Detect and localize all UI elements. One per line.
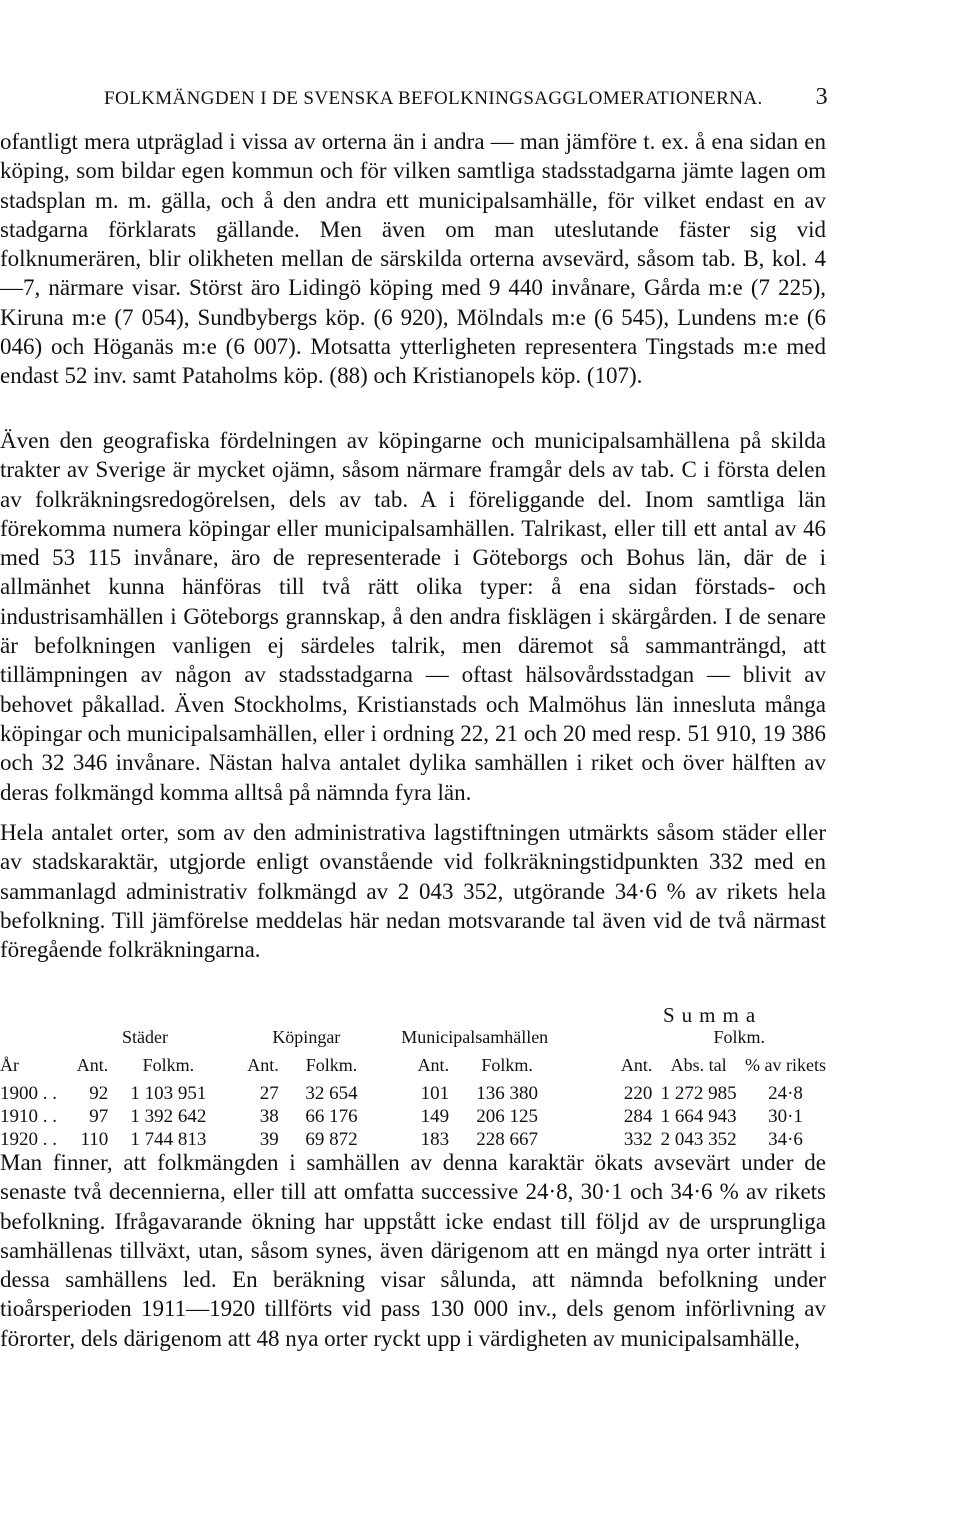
cell-kopingar-ant: 27	[259, 1082, 279, 1104]
cell-municipal-folkm: 228 667	[476, 1128, 539, 1150]
cell-summa-abs: 2 043 352	[660, 1128, 737, 1150]
table-row	[0, 1105, 826, 1128]
population-table	[0, 1026, 826, 1151]
summa-label: Summa	[663, 1003, 763, 1027]
cell-ar: 1910 . .	[0, 1105, 57, 1127]
table-column-header	[0, 1048, 826, 1082]
col-ar: År	[0, 1054, 19, 1075]
cell-summa-pct: 24·8	[768, 1082, 803, 1104]
col-ant-municipal: Ant.	[417, 1054, 450, 1075]
cell-municipal-ant: 183	[420, 1128, 450, 1150]
cell-kopingar-ant: 38	[259, 1105, 279, 1127]
col-ant-stader: Ant.	[76, 1054, 109, 1075]
cell-kopingar-folkm: 66 176	[305, 1105, 358, 1127]
col-ant-summa: Ant.	[620, 1054, 653, 1075]
paragraph-3: Hela antalet orter, som av den administrativa lagstiftningen utmärkts såsom städer eller av stadskaraktär, utgjorde enligt ovanstående vid folkräkningstidpunkten 332 med en sammanlagd administrativ folkmängd av 2 043 352, utgörande 34·6 % av rikets hela befolkning. Till jämförelse meddelas här nedan motsvarande tal även vid de två närmast föregående folkräkningarna.	[0, 820, 826, 963]
cell-municipal-folkm: 136 380	[476, 1082, 539, 1104]
col-folkm-stader: Folkm.	[142, 1054, 195, 1075]
cell-municipal-folkm: 206 125	[476, 1105, 539, 1127]
cell-municipal-ant: 149	[420, 1105, 450, 1127]
paragraph-1: ofantligt mera utpräglad i vissa av orterna än i andra — man jämföre t. ex. å ena sidan en köping, som bildar egen kommun och för vilken samtliga stadsstadgarna jämte lagen om stadsplan m. m. gälla, och å den andra ett municipalsamhälle, för vilket endast en av stadgarna förklarats gällande. Men även om man uteslutande fäster sig vid folknumerären, blir olikheten mellan de särskilda orterna avsevärd, såsom tab. B, kol. 4—7, närmare visar. Störst äro Lidingö köping med 9 440 invånare, Gårda m:e (7 225), Kiruna m:e (7 054), Sundbybergs köp. (6 920), Mölndals m:e (6 545), Lundens m:e (6 046) och Höganäs m:e (6 007). Motsatta ytterligheten representera Tingstads m:e med endast 52 inv. samt Pataholms köp. (88) och Kristianopels köp. (107).	[0, 129, 826, 389]
cell-stader-folkm: 1 392 642	[130, 1105, 207, 1127]
cell-summa-pct: 30·1	[768, 1105, 803, 1127]
col-abs-tal: Abs. tal	[670, 1054, 727, 1075]
group-kopingar: Köpingar	[272, 1026, 341, 1047]
cell-stader-folkm: 1 103 951	[130, 1082, 207, 1104]
group-stader: Städer	[122, 1026, 168, 1047]
cell-stader-ant: 110	[80, 1128, 109, 1150]
cell-kopingar-ant: 39	[259, 1128, 279, 1150]
col-folkm-municipal: Folkm.	[481, 1054, 533, 1075]
cell-summa-ant: 284	[623, 1105, 653, 1127]
cell-municipal-ant: 101	[420, 1082, 450, 1104]
col-ant-kopingar: Ant.	[247, 1054, 279, 1075]
cell-summa-pct: 34·6	[768, 1128, 803, 1150]
header-title: FOLKMÄNGDEN I DE SVENSKA BEFOLKNINGSAGGLOMERATIONERNA.	[104, 88, 763, 109]
cell-ar: 1900 . .	[0, 1082, 57, 1104]
page-number: 3	[815, 84, 828, 110]
cell-kopingar-folkm: 69 872	[305, 1128, 358, 1150]
cell-summa-abs: 1 272 985	[660, 1082, 737, 1104]
col-pct-rikets: % av rikets	[744, 1054, 826, 1075]
cell-kopingar-folkm: 32 654	[305, 1082, 358, 1104]
paragraph-4: Man finner, att folkmängden i samhällen av denna karaktär ökats avsevärt under de senaste två decennierna, eller till att omfatta successive 24·8, 30·1 och 34·6 % av rikets befolkning. Ifrågavarande ökning har uppstått icke endast till följd av de ursprungliga samhällenas tillväxt, utan, såsom synes, även därigenom att en mängd nya orter inträtt i dessa samhällens led. En beräkning visar sålunda, att nämnda befolkning under tioårsperioden 1911—1920 tillförts vid pass 130 000 inv., dels genom införlivning av förorter, dels därigenom att 48 nya orter ryckt upp i värdigheten av municipalsamhälle,	[0, 1150, 826, 1351]
cell-stader-ant: 97	[89, 1105, 109, 1127]
group-summa-folkm: Folkm.	[713, 1026, 765, 1047]
table-group-header	[0, 1026, 826, 1048]
cell-summa-ant: 220	[623, 1082, 653, 1104]
running-header	[104, 84, 828, 114]
group-municipal: Municipalsamhällen	[401, 1026, 549, 1047]
table-row	[0, 1082, 826, 1105]
cell-summa-abs: 1 664 943	[660, 1105, 737, 1127]
cell-stader-folkm: 1 744 813	[130, 1128, 207, 1150]
cell-stader-ant: 92	[89, 1082, 109, 1104]
paragraph-2: Även den geografiska fördelningen av köpingarne och municipalsamhällena på skilda trakter av Sverige är mycket ojämn, såsom närmare framgår dels av tab. C i första delen av folkräkningsredogörelsen, dels av tab. A i föreliggande del. Inom samtliga län förekomma numera köpingar eller municipalsamhällen. Talrikast, eller till ett antal av 46 med 53 115 invånare, äro de representerade i Göteborgs och Bohus län, där de i allmänhet kunna hänföras till två rätt olika typer: å ena sidan förstads- och industrisamhällen i Göteborgs grannskap, å den andra fisklägen i skärgården. I de senare är befolkningen vanligen ej särdeles talrik, men däremot så sammanträngd, att tillämpningen av någon av stadsstadgarna — oftast hälsovårdsstadgan — blivit av behovet påkallad. Även Stockholms, Kristianstads och Malmöhus län inneslutа många köpingar och municipalsamhällen, eller i ordning 22, 21 och 20 med resp. 51 910, 19 386 och 32 346 invånare. Nästan halva antalet dylika samhällen i riket och över hälften av deras folkmängd komma alltså på nämnda fyra län.	[0, 428, 826, 805]
cell-ar: 1920 . .	[0, 1128, 57, 1150]
cell-summa-ant: 332	[623, 1128, 653, 1150]
col-folkm-kopingar: Folkm.	[305, 1054, 358, 1075]
